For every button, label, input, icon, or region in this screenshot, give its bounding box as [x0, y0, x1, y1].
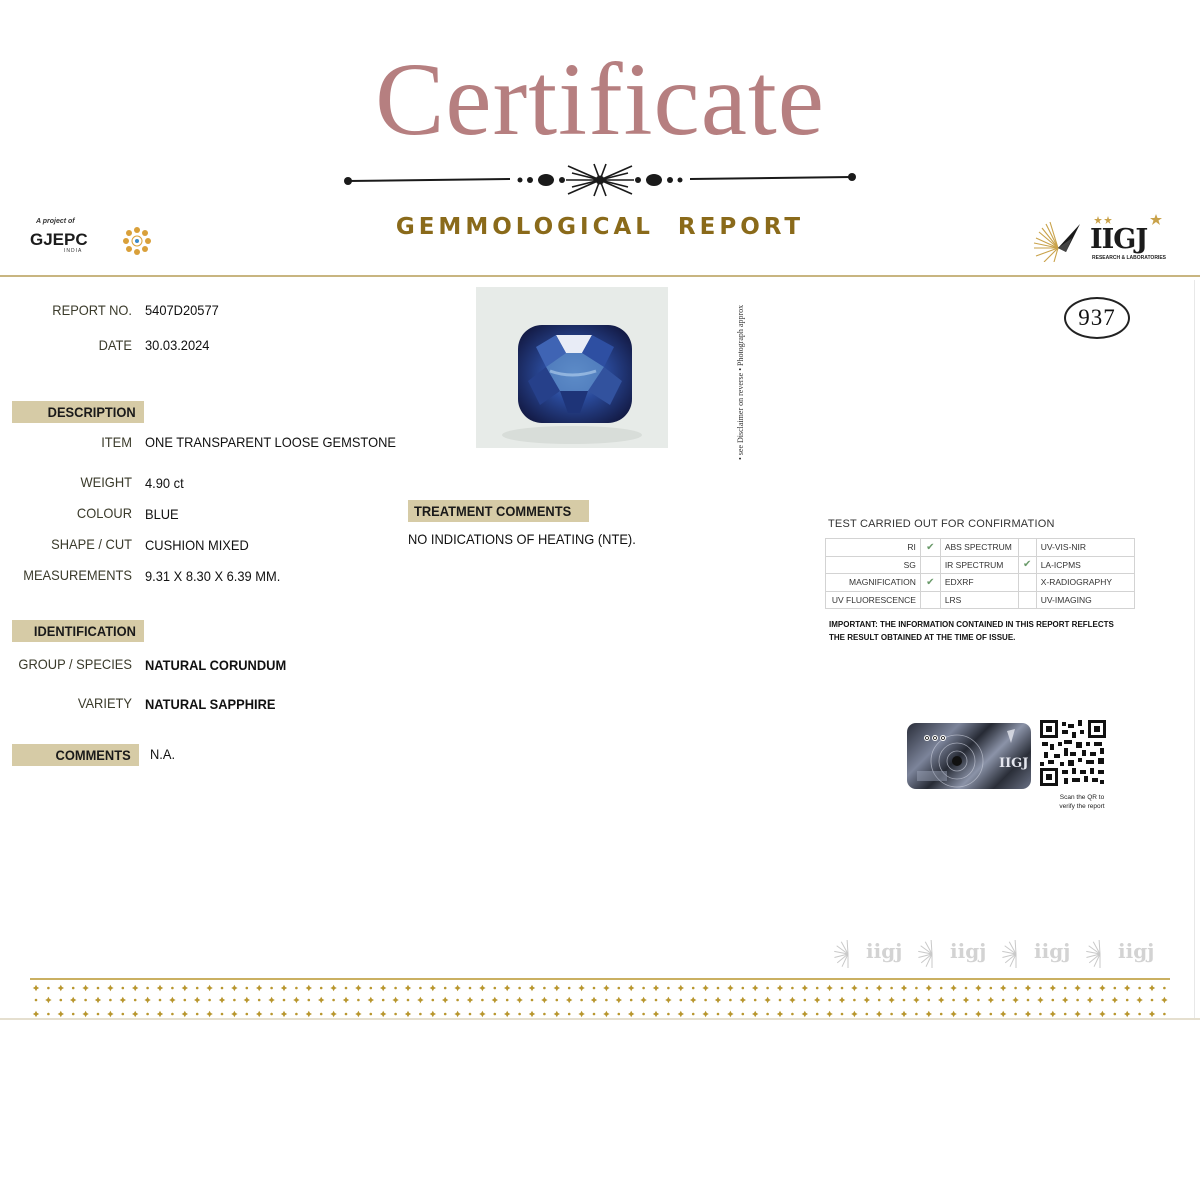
test-check-icon: ✔ [920, 539, 940, 557]
test-check-icon [1018, 591, 1036, 609]
colour-label: COLOUR [76, 505, 132, 521]
colour-value: BLUE [145, 506, 179, 522]
test-check-icon: ✔ [1018, 556, 1036, 574]
treatment-comments-value: NO INDICATIONS OF HEATING (NTE). [408, 531, 636, 547]
group-species-label: GROUP / SPECIES [18, 656, 132, 672]
comments-value: N.A. [150, 746, 176, 762]
test-name: EDXRF [940, 574, 1018, 592]
identification-section-header: IDENTIFICATION [12, 620, 144, 642]
tests-row [826, 574, 1135, 592]
shape-cut-value: CUSHION MIXED [145, 537, 249, 553]
sunburst-icon [1032, 218, 1084, 262]
qr-code-icon[interactable] [1040, 720, 1106, 786]
gjepc-name: GJEPC [30, 230, 88, 249]
watermark-text: iigj [1118, 939, 1155, 963]
watermark-text: iigj [1034, 939, 1071, 963]
report-no-label: REPORT NO. [52, 302, 133, 318]
test-check-icon [920, 591, 940, 609]
certificate-title: Certificate [375, 42, 825, 157]
sunflower-emblem-icon [122, 226, 152, 256]
date-label: DATE [98, 337, 132, 353]
test-name: IR SPECTRUM [940, 556, 1018, 574]
iigj-watermark [834, 939, 902, 968]
bottom-edge-rule [0, 1018, 1200, 1020]
test-name: UV FLUORESCENCE [826, 591, 921, 609]
tests-row [826, 556, 1135, 574]
test-check-icon [1018, 574, 1036, 592]
test-check-icon: ✔ [920, 574, 940, 592]
gemstone-photo [476, 287, 668, 448]
measurements-label: MEASUREMENTS [23, 567, 132, 583]
test-name: SG [826, 556, 921, 574]
important-text: THE INFORMATION CONTAINED IN THIS REPORT REFLECTS THE RESULT OBTAINED AT THE TIME OF ISSUE. [829, 620, 1114, 642]
shape-cut-label: SHAPE / CUT [51, 536, 132, 552]
report-no-value: 5407D20577 [145, 302, 219, 318]
report-heading: GEMMOLOGICAL REPORT [395, 214, 805, 240]
sapphire-gem-icon [476, 287, 668, 448]
measurements-value: 9.31 X 8.30 X 6.39 MM. [145, 568, 281, 584]
tests-row [826, 591, 1135, 609]
iigj-watermark [918, 939, 986, 968]
iigj-name: IIGJ [1090, 224, 1148, 255]
serial-number-badge: 937 [1064, 297, 1130, 339]
test-name: LRS [940, 591, 1018, 609]
treatment-section-header: TREATMENT COMMENTS [408, 500, 589, 522]
gjepc-project-text: A project of [36, 218, 75, 225]
qr-caption: Scan the QR to verify the report [1059, 794, 1105, 810]
test-name: UV-IMAGING [1036, 591, 1134, 609]
divider-ornament [340, 158, 860, 202]
item-value: ONE TRANSPARENT LOOSE GEMSTONE [145, 434, 396, 450]
security-hologram-icon [907, 723, 1031, 789]
variety-label: VARIETY [77, 695, 132, 711]
watermark-text: iigj [950, 939, 987, 963]
gjepc-country: INDIA [64, 248, 83, 254]
important-note [829, 618, 1119, 644]
test-name: LA-ICPMS [1036, 556, 1134, 574]
watermark-text: iigj [866, 939, 903, 963]
iigj-logo [1032, 214, 1168, 268]
test-check-icon [920, 556, 940, 574]
comments-section-header: COMMENTS [12, 744, 139, 766]
iigj-watermark [1002, 939, 1070, 968]
iigj-subtitle: RESEARCH & LABORATORIES [1092, 255, 1166, 261]
description-section-header: DESCRIPTION [12, 401, 144, 423]
test-name: MAGNIFICATION [826, 574, 921, 592]
weight-value: 4.90 ct [145, 475, 184, 491]
tests-title: TEST CARRIED OUT FOR CONFIRMATION [828, 518, 1055, 530]
test-name: RI [826, 539, 921, 557]
photo-disclaimer: • see Disclaimer on reverse • Photograph approx [736, 304, 745, 460]
variety-value: NATURAL SAPPHIRE [145, 696, 276, 712]
right-edge-rule [1194, 280, 1195, 1020]
test-name: X-RADIOGRAPHY [1036, 574, 1134, 592]
item-label: ITEM [101, 434, 132, 450]
test-name: ABS SPECTRUM [940, 539, 1018, 557]
test-check-icon [1018, 539, 1036, 557]
date-value: 30.03.2024 [145, 337, 210, 353]
gjepc-logo [30, 216, 140, 260]
svg-text:IIGJ: IIGJ [999, 756, 1029, 771]
iigj-watermark-strip [832, 934, 1172, 968]
iigj-watermark [1086, 939, 1154, 968]
tests-row [826, 539, 1135, 557]
weight-label: WEIGHT [80, 474, 132, 490]
important-label: IMPORTANT: [829, 620, 878, 629]
tests-table [825, 538, 1135, 609]
group-species-value: NATURAL CORUNDUM [145, 657, 287, 673]
test-name: UV-VIS-NIR [1036, 539, 1134, 557]
header-divider [0, 275, 1200, 277]
